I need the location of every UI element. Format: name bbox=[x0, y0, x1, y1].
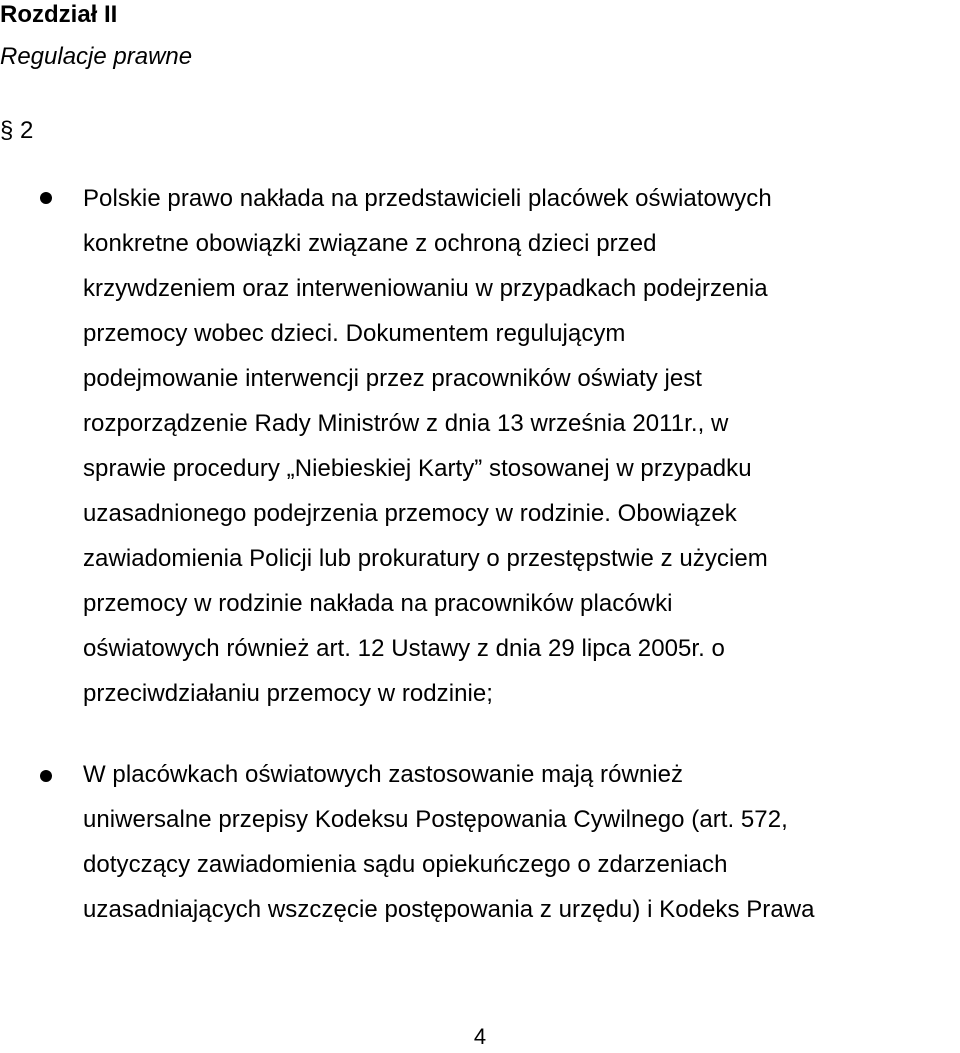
page-number: 4 bbox=[473, 1024, 487, 1049]
section-number: § 2 bbox=[0, 117, 34, 144]
bullet-icon bbox=[40, 192, 52, 204]
paragraph-text: Polskie prawo nakłada na przedstawicieli placówek oświatowych konkretne obowiązki związane z ochroną dzieci przed krzywdzeniem oraz interweniowaniu w przypadkach podejrzenia przemocy wobec dzieci. Dokumentem regulującym podejmowanie interwencji przez pracowników oświaty jest rozporządzenie Rady Ministrów z dnia 13 września 2011r., w sprawie procedury „Niebieskiej Karty” stosowanej w przypadku uzasadnionego podejrzenia przemocy w rodzinie. Obowiązek zawiadomienia Policji lub prokuratury o przestępstwie z użyciem przemocy w rodzinie nakłada na pracowników placówki oświatowych również art. 12 Ustawy z dnia 29 lipca 2005r. o przeciwdziałaniu przemocy w rodzinie; bbox=[83, 185, 772, 707]
paragraph-text: W placówkach oświatowych zastosowanie mają również uniwersalne przepisy Kodeksu Postępowania Cywilnego (art. 572, dotyczący zawiadomienia sądu opiekuńczego o zdarzeniach uzasadniających wszczęcie postępowania z urzędu) i Kodeks Prawa bbox=[83, 761, 815, 923]
chapter-title: Rozdział II bbox=[0, 1, 118, 28]
bullet-icon bbox=[40, 770, 52, 782]
chapter-subtitle: Regulacje prawne bbox=[0, 43, 193, 70]
